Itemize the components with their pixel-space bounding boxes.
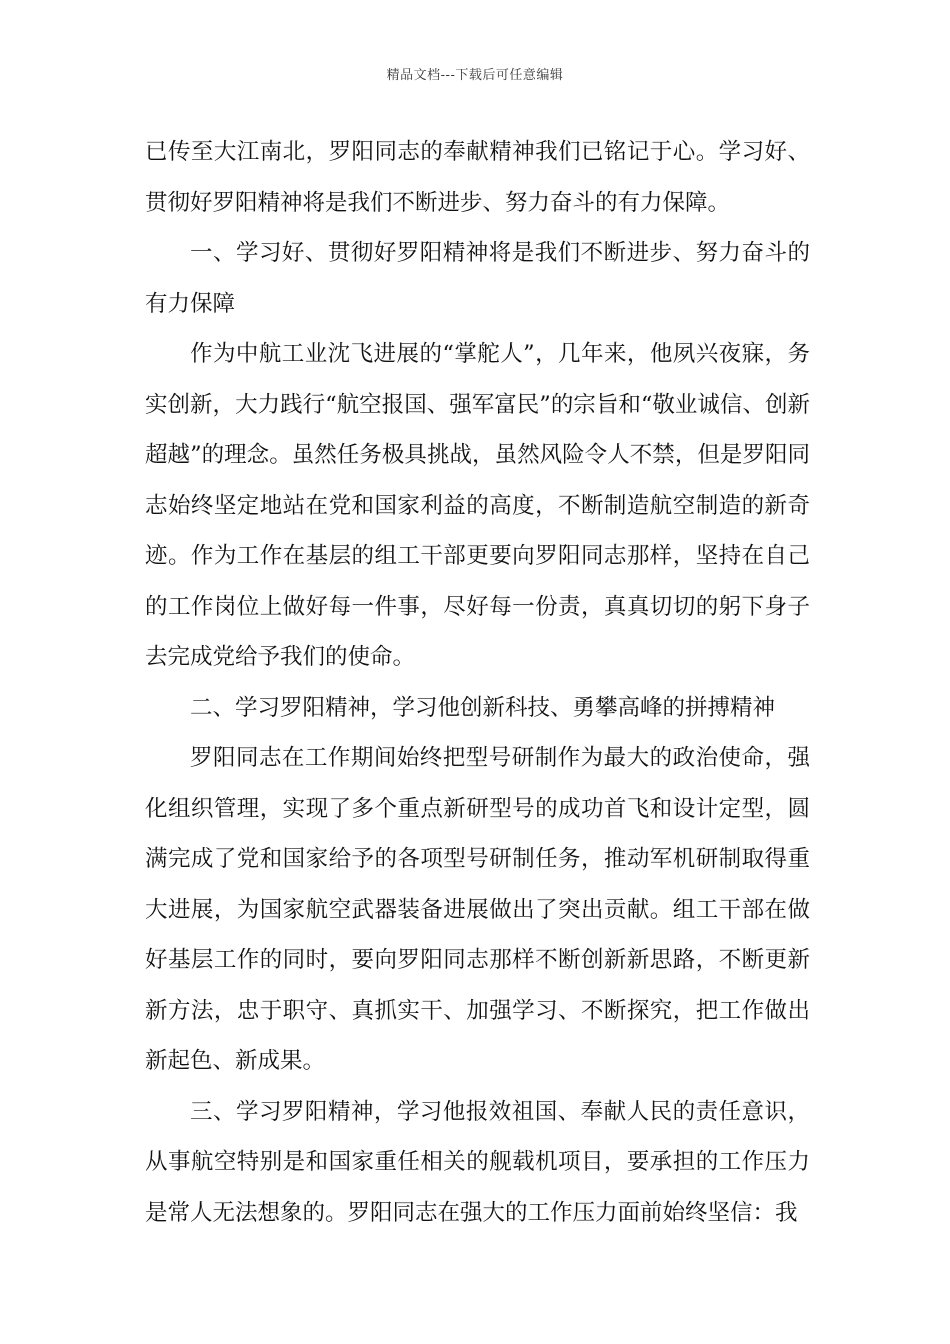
page-header: 精品文档---下载后可任意编辑	[386, 68, 564, 83]
paragraph-1: 已传至大江南北，罗阳同志的奉献精神我们已铭记于心。学习好、贯彻好罗阳精神将是我们不断进步、努力奋斗的有力保障。	[145, 139, 810, 216]
document-body	[145, 127, 810, 1238]
section-heading-1: 一、学习好、贯彻好罗阳精神将是我们不断进步、努力奋斗的有力保障	[145, 240, 810, 317]
section-heading-2: 二、学习罗阳精神，学习他创新科技、勇攀高峰的拼搏精神	[190, 694, 776, 721]
paragraph-2: 作为中航工业沈飞进展的“掌舵人”，几年来，他夙兴夜寐，务实创新，大力践行“航空报国、强军富民”的宗旨和“敬业诚信、创新超越”的理念。虽然任务极具挑战，虽然风险令人不禁，但是罗阳同志始终坚定地站在党和国家利益的高度，不断制造航空制造的新奇迹。作为工作在基层的组工干部更要向罗阳同志那样，坚持在自己的工作岗位上做好每一件事，尽好每一份责，真真切切的躬下身子去完成党给予我们的使命。	[145, 341, 810, 670]
paragraph-3: 罗阳同志在工作期间始终把型号研制作为最大的政治使命，强化组织管理，实现了多个重点新研型号的成功首飞和设计定型，圆满完成了党和国家给予的各项型号研制任务，推动军机研制取得重大进展，为国家航空武器装备进展做出了突出贡献。组工干部在做好基层工作的同时，要向罗阳同志那样不断创新新思路，不断更新新方法，忠于职守、真抓实干、加强学习、不断探究，把工作做出新起色、新成果。	[145, 745, 810, 1074]
section-heading-3: 三、学习罗阳精神，学习他报效祖国、奉献人民的责任意识，从事航空特别是和国家重任相关的舰载机项目，要承担的工作压力是常人无法想象的。罗阳同志在强大的工作压力面前始终坚信：我	[145, 1098, 810, 1226]
